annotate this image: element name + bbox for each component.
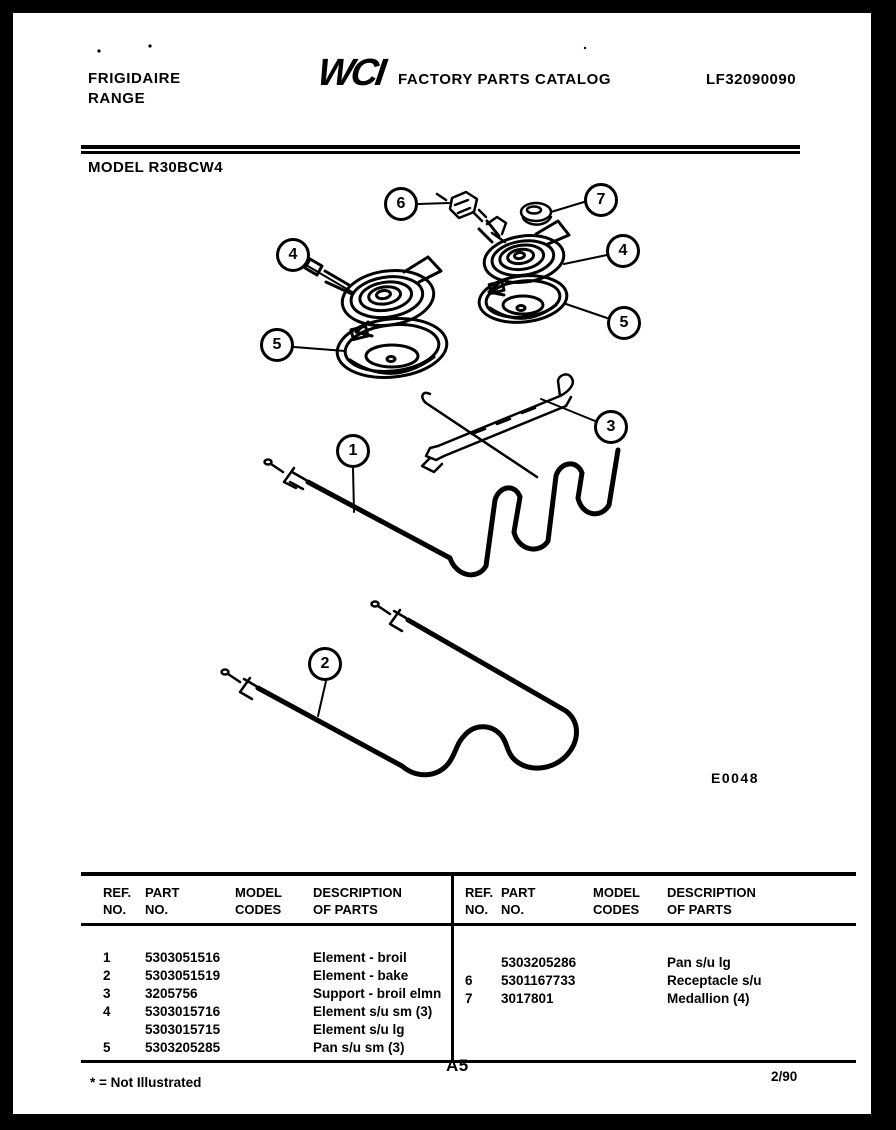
col-header-desc-right: DESCRIPTION OF PARTS (667, 885, 756, 917)
callout-1 (336, 434, 370, 468)
wci-logo: WCI (315, 52, 386, 94)
table-row: 4 5303015716 Element s/u sm (3) (103, 1004, 433, 1019)
bake-element-icon (222, 602, 577, 775)
not-illustrated-footnote: * = Not Illustrated (90, 1075, 202, 1090)
callout-2 (308, 647, 342, 681)
publication-number: LF32090090 (706, 71, 797, 88)
table-row: 1 5303051516 Element - broil (103, 950, 407, 965)
callout-7-label: 7 (596, 191, 606, 208)
catalog-title: FACTORY PARTS CATALOG (398, 71, 612, 88)
brand-line1: FRIGIDAIRE (88, 70, 181, 87)
callout-3-label: 3 (606, 418, 616, 435)
receptacle-icon (437, 192, 482, 221)
col-header-ref-left: REF. NO. (103, 885, 132, 917)
callout-1-label: 1 (348, 442, 358, 459)
model-number: MODEL R30BCW4 (88, 159, 223, 176)
callout-6 (384, 187, 418, 221)
callout-5-left-label: 5 (272, 336, 282, 353)
col-header-codes-left: MODEL CODES (235, 885, 282, 917)
page-label: A5 (446, 1056, 469, 1075)
callout-3 (594, 410, 628, 444)
callout-4-left (276, 238, 310, 272)
callout-6-label: 6 (396, 195, 406, 212)
callout-5-right-label: 5 (619, 314, 629, 331)
table-row: 5303015715 Element s/u lg (145, 1022, 405, 1037)
parts-table (81, 872, 856, 1063)
table-row: 6 5301167733 Receptacle s/u (465, 973, 762, 988)
broil-element-icon (265, 450, 619, 575)
figure-code: E0048 (711, 770, 759, 786)
table-header-underline (81, 923, 856, 926)
col-header-codes-right: MODEL CODES (593, 885, 640, 917)
callout-4-right (606, 234, 640, 268)
medallion-icon (521, 203, 551, 225)
table-row: 2 5303051519 Element - bake (103, 968, 409, 983)
brand-line2: RANGE (88, 90, 146, 107)
scan-specks (97, 44, 586, 52)
col-header-part-left: PART NO. (145, 885, 180, 917)
date-code: 2/90 (771, 1069, 798, 1084)
table-row: 5 5303205285 Pan s/u sm (3) (103, 1040, 405, 1055)
table-row: 3 3205756 Support - broil elmn (103, 986, 442, 1001)
callout-2-label: 2 (320, 655, 330, 672)
callout-5-left (260, 328, 294, 362)
callout-4-right-label: 4 (618, 242, 628, 259)
drip-pan-right-icon (477, 272, 569, 327)
callout-5-right (607, 306, 641, 340)
col-header-part-right: PART NO. (501, 885, 536, 917)
table-row: 5303205286 Pan s/u lg (501, 955, 731, 970)
broil-support-icon (422, 374, 573, 477)
table-row: 7 3017801 Medallion (4) (465, 991, 750, 1006)
col-header-ref-right: REF. NO. (465, 885, 494, 917)
drip-pan-left-icon (334, 313, 449, 382)
col-header-desc-left: DESCRIPTION OF PARTS (313, 885, 402, 917)
callout-4-left-label: 4 (288, 246, 298, 263)
callout-7 (584, 183, 618, 217)
